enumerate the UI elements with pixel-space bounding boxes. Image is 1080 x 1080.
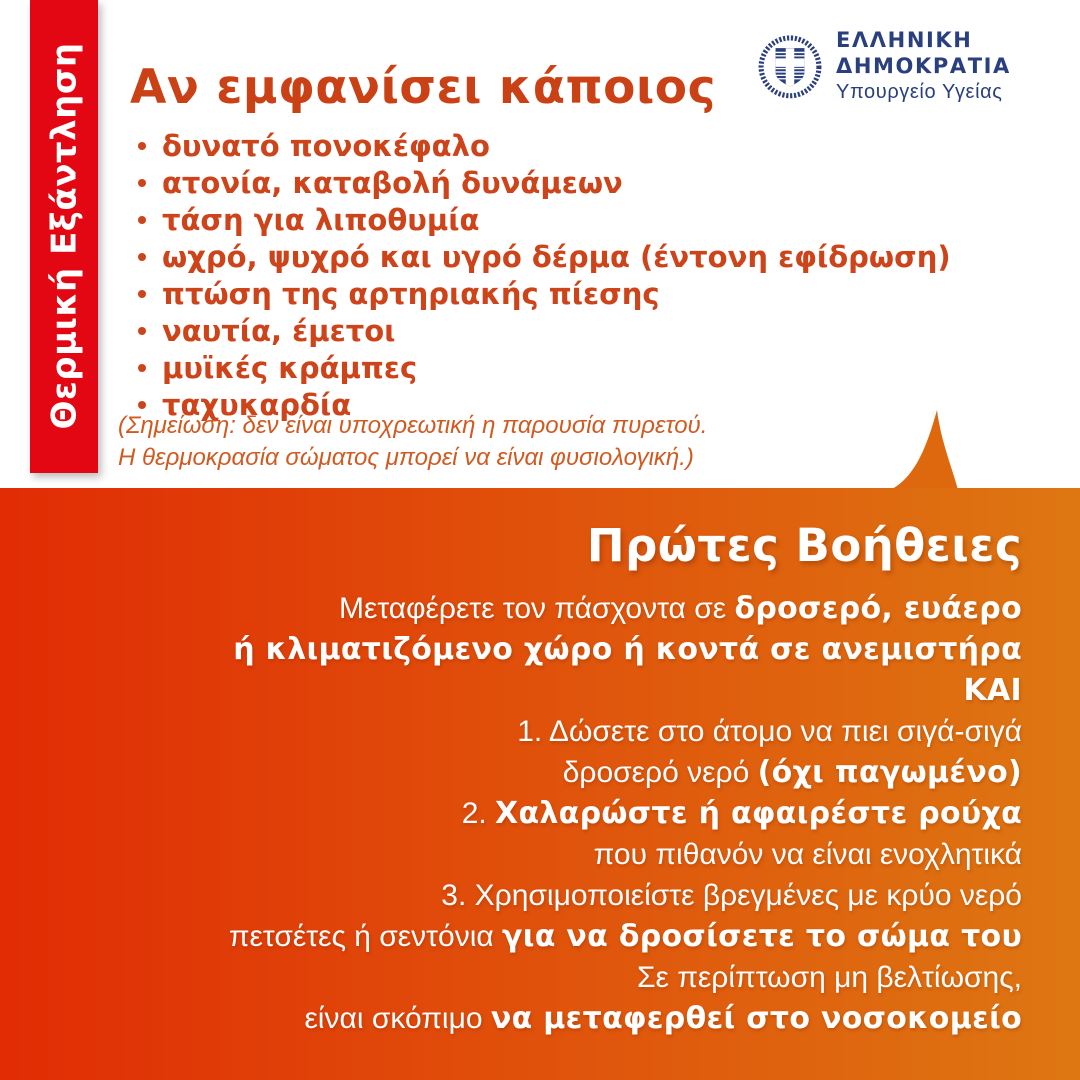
first-aid-line-bold: Χαλαρώστε ή αφαιρέστε ρούχα — [495, 796, 1022, 831]
bullet-dot-icon — [138, 253, 146, 261]
first-aid-line — [40, 957, 1022, 998]
first-aid-line-regular: που πιθανόν να είναι ενοχλητικά — [593, 838, 1022, 871]
symptoms-note-line1: (Σημείωση: δεν είναι υποχρεωτική η παρουσία πυρετού. — [118, 412, 708, 439]
ministry-logo — [756, 27, 1080, 105]
ministry-text — [836, 27, 1080, 105]
bullet-dot-icon — [138, 364, 146, 372]
symptom-item — [138, 275, 951, 312]
symptoms-heading: Αν εμφανίσει κάποιος — [130, 60, 716, 115]
symptom-item-label: τάση για λιποθυμία — [162, 202, 480, 237]
first-aid-line — [40, 588, 1022, 629]
bullet-dot-icon — [138, 401, 146, 409]
first-aid-line-bold: δροσερό, ευάερο — [734, 591, 1022, 626]
first-aid-line-regular: Μεταφέρετε τον πάσχοντα σε — [338, 592, 735, 625]
symptoms-note-line2: Η θερμοκρασία σώματος μπορεί να είναι φυσιολογική.) — [118, 444, 694, 471]
first-aid-line — [40, 793, 1022, 834]
hellenic-republic-title: ΕΛΛΗΝΙΚΗ ΔΗΜΟΚΡΑΤΙΑ — [836, 28, 1011, 78]
first-aid-line — [40, 834, 1022, 875]
first-aid-line — [40, 670, 1022, 711]
symptoms-note — [118, 410, 707, 474]
first-aid-line-regular: πετσέτες ή σεντόνια — [228, 920, 503, 953]
first-aid-line-bold: να μεταφερθεί στο νοσοκομείο — [490, 1001, 1022, 1036]
first-aid-line-regular: 3. Χρησιμοποιείστε βρεγμένες με κρύο νερό — [441, 879, 1022, 912]
symptom-list — [138, 127, 951, 423]
first-aid-line-regular: δροσερό νερό — [562, 756, 758, 789]
bullet-dot-icon — [138, 179, 146, 187]
symptom-item-label: ατονία, καταβολή δυνάμεων — [162, 165, 623, 200]
symptom-item-label: δυνατό πονοκέφαλο — [162, 128, 490, 163]
first-aid-line-bold: ή κλιματιζόμενο χώρο ή κοντά σε ανεμιστήρα — [233, 632, 1022, 667]
first-aid-line — [40, 916, 1022, 957]
symptom-item-label: πτώση της αρτηριακής πίεσης — [162, 276, 660, 311]
greek-coat-of-arms-icon — [756, 32, 824, 100]
first-aid-line-bold: για να δροσίσετε το σώμα του — [502, 919, 1022, 954]
bullet-dot-icon — [138, 290, 146, 298]
first-aid-line-bold: ΚΑΙ — [963, 673, 1022, 708]
topic-banner — [30, 0, 98, 473]
bullet-dot-icon — [138, 142, 146, 150]
symptom-item — [138, 164, 951, 201]
first-aid-line-regular: είναι σκόπιμο — [304, 1002, 491, 1035]
symptom-item — [138, 238, 951, 275]
first-aid-line — [40, 875, 1022, 916]
bubble-tail-icon — [883, 406, 965, 490]
symptom-item-label: μυϊκές κράμπες — [162, 350, 418, 385]
symptom-item — [138, 127, 951, 164]
symptom-item — [138, 312, 951, 349]
first-aid-heading: Πρώτες Βοήθειες — [586, 519, 1022, 572]
first-aid-line — [40, 629, 1022, 670]
symptom-item-label: ναυτία, έμετοι — [162, 313, 396, 348]
first-aid-line-regular: Σε περίπτωση μη βελτίωσης, — [636, 961, 1022, 994]
ministry-of-health-subtitle: Υπουργείο Υγείας — [836, 81, 1003, 103]
bullet-dot-icon — [138, 327, 146, 335]
symptom-item-label: ωχρό, ψυχρό και υγρό δέρμα (έντονη εφίδρωση) — [162, 239, 951, 274]
first-aid-line-regular: 2. — [461, 797, 496, 830]
symptom-item — [138, 349, 951, 386]
topic-banner-label: Θερμική Εξάντληση — [44, 42, 85, 430]
first-aid-instructions — [40, 588, 1022, 1039]
symptom-item-label: ταχυκαρδία — [162, 387, 352, 422]
first-aid-line-regular: 1. Δώσετε στο άτομο να πιει σιγά-σιγά — [517, 715, 1022, 748]
first-aid-line — [40, 752, 1022, 793]
first-aid-section — [0, 488, 1080, 1080]
first-aid-line — [40, 998, 1022, 1039]
first-aid-line — [40, 711, 1022, 752]
symptom-item — [138, 201, 951, 238]
first-aid-line-bold: (όχι παγωμένο) — [757, 755, 1022, 790]
bullet-dot-icon — [138, 216, 146, 224]
